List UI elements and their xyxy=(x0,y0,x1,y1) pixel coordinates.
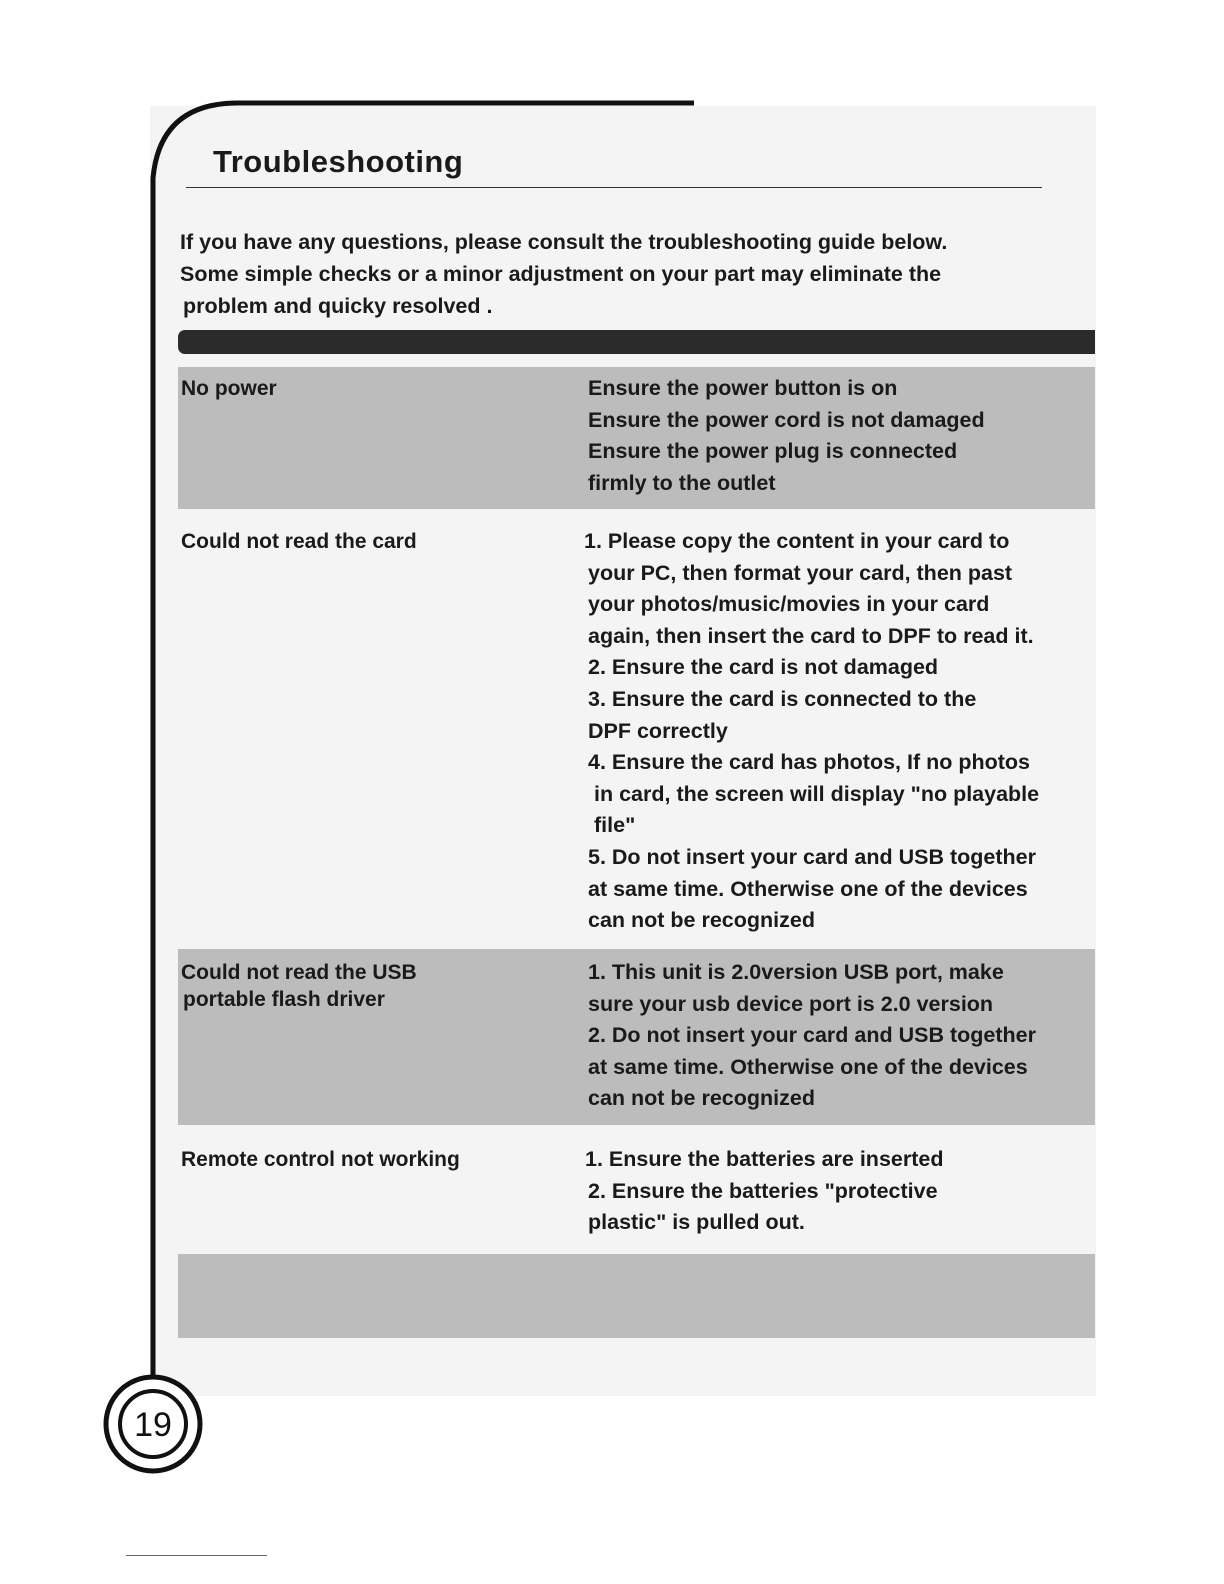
intro-text xyxy=(180,226,1080,322)
table-header-bar xyxy=(178,330,1095,354)
solution-list xyxy=(588,373,1093,499)
solution-line: at same time. Otherwise one of the devices xyxy=(588,876,1028,901)
intro-line: problem and quicky resolved . xyxy=(183,294,493,318)
problem-text: Could not read the card xyxy=(181,530,417,553)
problem-label xyxy=(181,375,551,402)
solution-line: can not be recognized xyxy=(588,1086,815,1111)
page-number: 19 xyxy=(134,1405,172,1444)
solution-line: at same time. Otherwise one of the devices xyxy=(588,1054,1028,1079)
solution-line: firmly to the outlet xyxy=(588,470,776,495)
solution-line: 2. Do not insert your card and USB together xyxy=(588,1023,1036,1048)
problem-text: Remote control not working xyxy=(181,1148,460,1171)
solution-line: 1. Please copy the content in your card to xyxy=(584,529,1010,553)
solution-line: 3. Ensure the card is connected to the xyxy=(588,686,977,711)
table-row xyxy=(178,949,1095,1125)
problem-label xyxy=(181,959,551,1013)
solution-line: Ensure the power cord is not damaged xyxy=(588,407,985,432)
solution-line: 1. This unit is 2.0version USB port, make xyxy=(588,960,1004,984)
solution-line: Ensure the power plug is connected xyxy=(588,439,958,464)
intro-line: Some simple checks or a minor adjustment on your part may eliminate the xyxy=(180,262,942,286)
table-row xyxy=(178,367,1095,509)
page-title: Troubleshooting xyxy=(213,144,464,179)
solution-line: 5. Do not insert your card and USB together xyxy=(588,844,1036,869)
solution-line: DPF correctly xyxy=(588,718,728,743)
solution-line: can not be recognized xyxy=(588,908,815,933)
problem-text: No power xyxy=(181,377,277,400)
solution-line: your PC, then format your card, then past xyxy=(588,560,1013,585)
title-underline xyxy=(186,187,1042,188)
solution-line: your photos/music/movies in your card xyxy=(588,592,990,617)
table-row xyxy=(178,1144,1095,1244)
solution-line: Ensure the power button is on xyxy=(588,376,898,400)
solution-list xyxy=(585,1144,1093,1239)
problem-text: Could not read the USB xyxy=(181,961,417,984)
solution-line: file" xyxy=(594,813,636,838)
problem-label xyxy=(181,528,551,555)
solution-list xyxy=(588,957,1093,1115)
intro-line: If you have any questions, please consult the troubleshooting guide below. xyxy=(180,230,948,254)
solution-line: 4. Ensure the card has photos, If no photos xyxy=(588,750,1030,775)
problem-text: portable flash driver xyxy=(183,988,385,1011)
solution-line: sure your usb device port is 2.0 version xyxy=(588,991,994,1016)
footer-underline xyxy=(126,1555,267,1556)
solution-line: 2. Ensure the batteries "protective xyxy=(588,1178,938,1203)
solution-line: in card, the screen will display "no playable xyxy=(594,781,1040,806)
empty-table-row xyxy=(178,1254,1095,1338)
page-number-badge xyxy=(103,1375,203,1475)
solution-list xyxy=(584,526,1093,937)
table-row xyxy=(178,526,1095,936)
problem-label xyxy=(181,1146,551,1173)
solution-line: 2. Ensure the card is not damaged xyxy=(588,655,939,680)
solution-line: again, then insert the card to DPF to read it. xyxy=(588,623,1034,648)
solution-line: plastic" is pulled out. xyxy=(588,1210,805,1235)
solution-line: 1. Ensure the batteries are inserted xyxy=(585,1147,944,1171)
